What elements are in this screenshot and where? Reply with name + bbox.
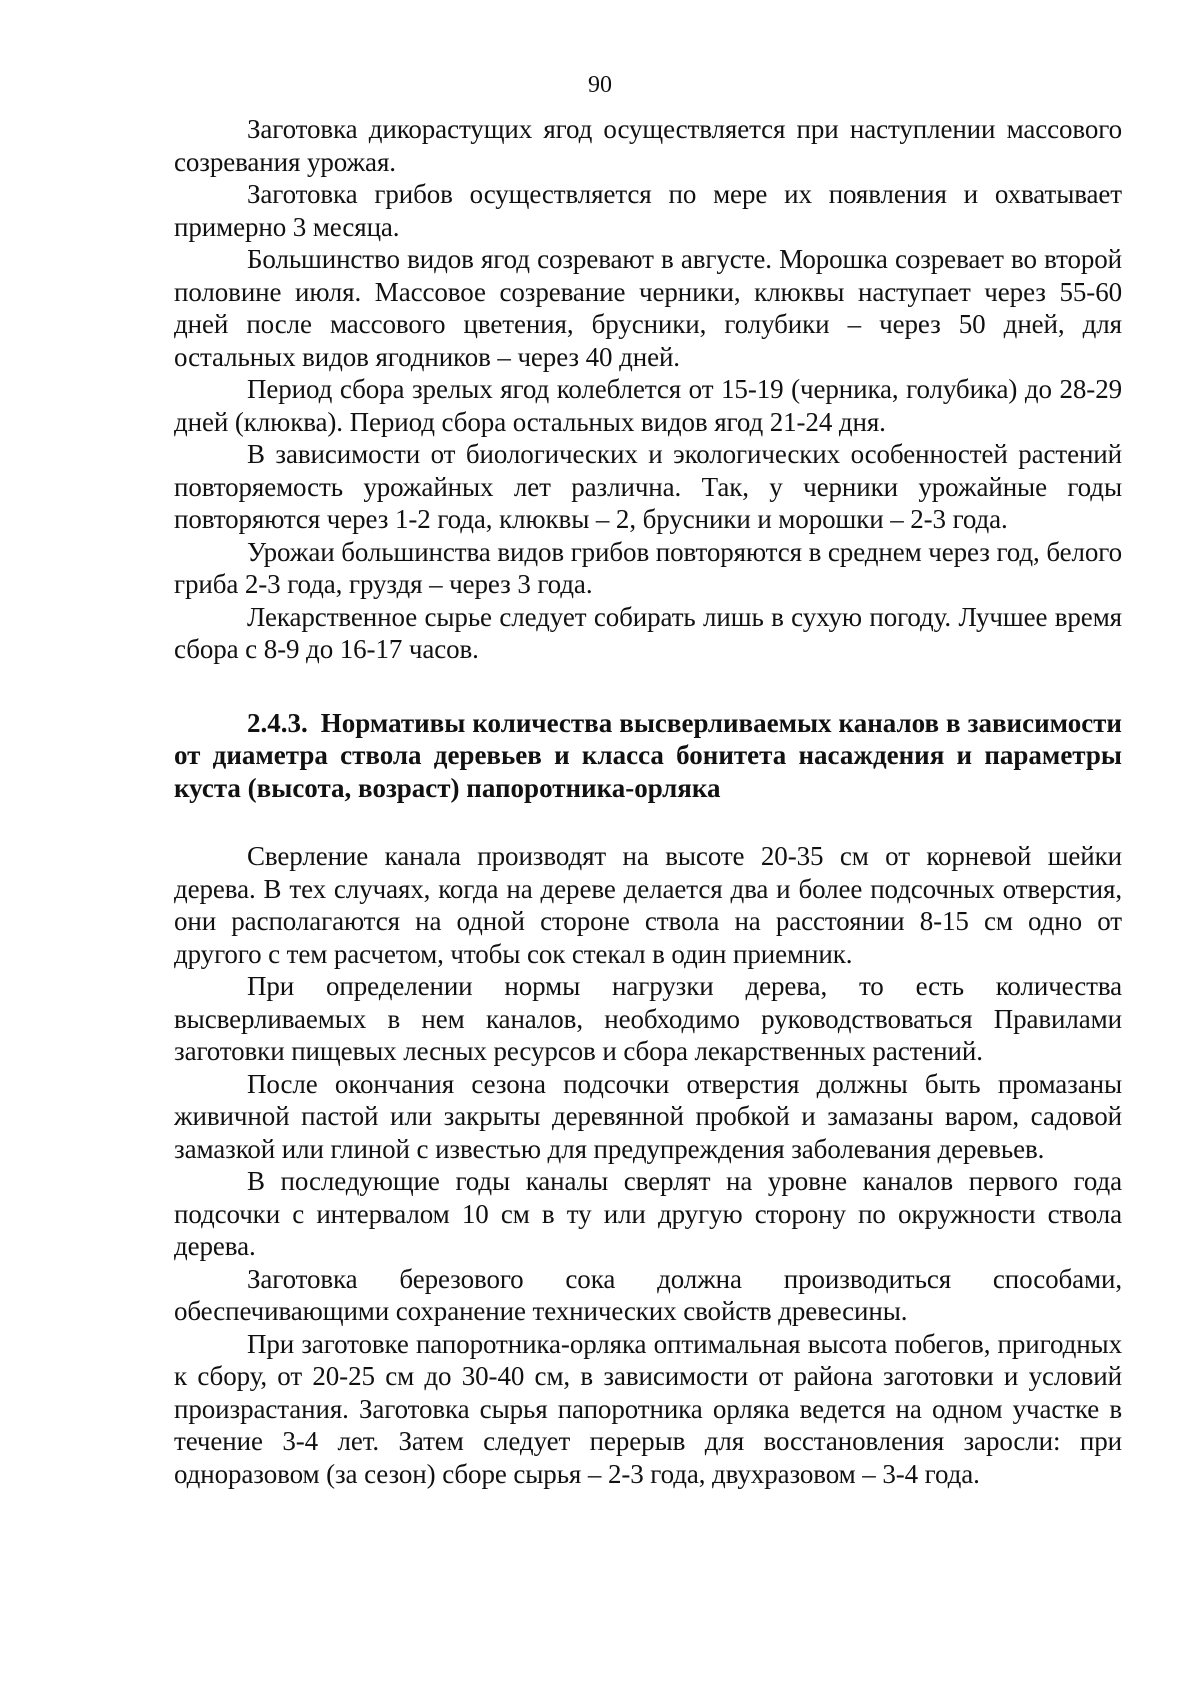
paragraph: Заготовка березового сока должна производиться способами, обеспечивающими сохранение технических свойств древесины. bbox=[174, 1263, 1122, 1326]
document-body bbox=[174, 113, 1122, 1490]
paragraph: Сверление канала производят на высоте 20-35 см от корневой шейки дерева. В тех случаях, когда на дереве делается два и более подсочных отверстия, они располагаются на одной стороне ствола на расстоянии 8-15 см одно от другого с тем расчетом, чтобы сок стекал в один приемник. bbox=[174, 841, 1122, 969]
paragraph: При заготовке папоротника-орляка оптимальная высота побегов, пригодных к сбору, от 20-25 см до 30-40 см, в зависимости от района заготовки и условий произрастания. Заготовка сырья папоротника орляка ведется на одном участке в течение 3-4 лет. Затем следует перерыв для восстановления заросли: при одноразовом (за сезон) сборе сырья – 2-3 года, двухразовом – 3-4 года. bbox=[174, 1328, 1122, 1489]
paragraph: После окончания сезона подсочки отверстия должны быть промазаны живичной пастой или закрыты деревянной пробкой и замазаны варом, садовой замазкой или глиной с известью для предупреждения заболевания деревьев. bbox=[174, 1068, 1122, 1164]
paragraph: Урожаи большинства видов грибов повторяются в среднем через год, белого гриба 2-3 года, груздя – через 3 года. bbox=[174, 536, 1122, 599]
paragraph: Заготовка грибов осуществляется по мере их появления и охватывает примерно 3 месяца. bbox=[174, 179, 1122, 242]
section-heading bbox=[174, 707, 1122, 805]
page-number: 90 bbox=[588, 72, 612, 98]
paragraph: Период сбора зрелых ягод колеблется от 15-19 (черника, голубика) до 28-29 дней (клюква). Период сбора остальных видов ягод 21-24 дня. bbox=[174, 374, 1122, 437]
section-number: 2.4.3. bbox=[247, 707, 308, 738]
paragraph: При определении нормы нагрузки дерева, то есть количества высверливаемых в нем каналов, необходимо руководствоваться Правилами заготовки пищевых лесных ресурсов и сбора лекарственных растений. bbox=[174, 971, 1122, 1066]
section-title: Нормативы количества высверливаемых каналов в зависимости от диаметра ствола деревьев и класса бонитета насаждения и параметры куста (высота, возраст) папоротника-орляка bbox=[174, 707, 1122, 803]
paragraph: В зависимости от биологических и экологических особенностей растений повторяемость урожайных лет различна. Так, у черники урожайные годы повторяются через 1-2 года, клюквы – 2, брусники и морошки – 2-3 года. bbox=[174, 439, 1122, 534]
paragraph: Лекарственное сырье следует собирать лишь в сухую погоду. Лучшее время сбора с 8-9 до 16-17 часов. bbox=[174, 601, 1122, 664]
paragraph: Заготовка дикорастущих ягод осуществляется при наступлении массового созревания урожая. bbox=[174, 114, 1122, 177]
paragraph: Большинство видов ягод созревают в августе. Морошка созревает во второй половине июля. Массовое созревание черники, клюквы наступает через 55-60 дней после массового цветения, брусники, голубики – через 50 дней, для остальных видов ягодников – через 40 дней. bbox=[174, 244, 1122, 372]
paragraph: В последующие годы каналы сверлят на уровне каналов первого года подсочки с интервалом 10 см в ту или другую сторону по окружности ствола дерева. bbox=[174, 1166, 1122, 1261]
